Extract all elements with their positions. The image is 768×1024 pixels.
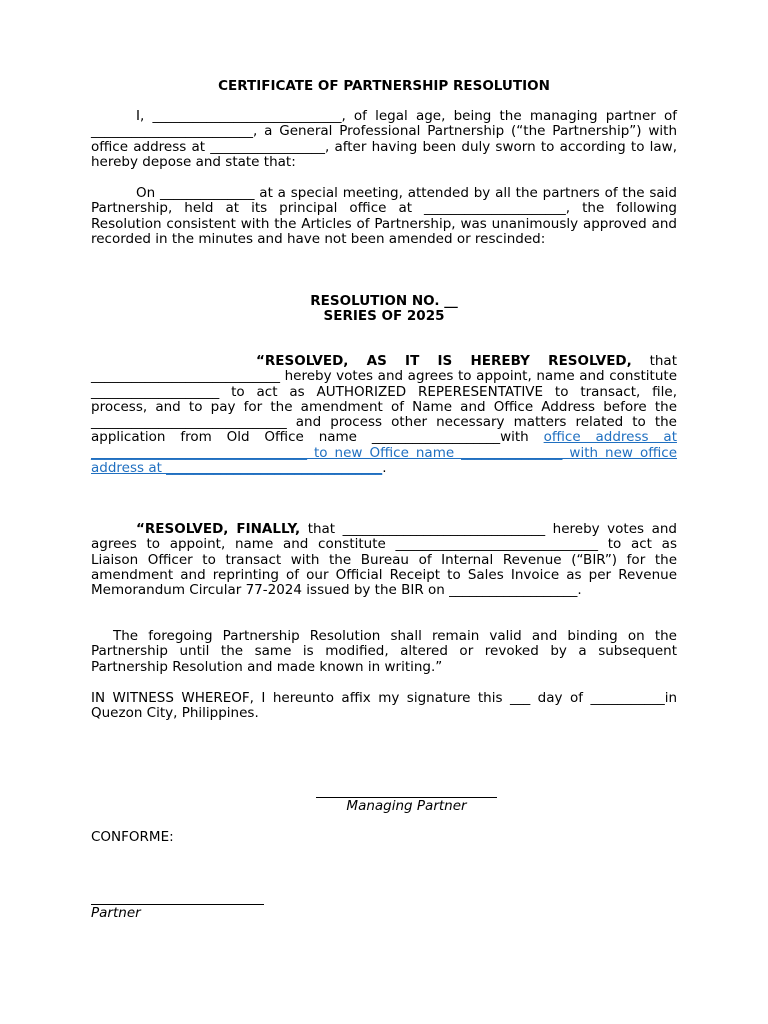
resolution-series: SERIES OF 2025 bbox=[323, 308, 445, 324]
document-title: CERTIFICATE OF PARTNERSHIP RESOLUTION bbox=[218, 78, 550, 94]
second-resolution-lead: “RESOLVED, FINALLY, bbox=[136, 521, 301, 537]
partner-label: Partner bbox=[91, 905, 141, 921]
resolution-number: RESOLUTION NO. __ bbox=[310, 293, 458, 309]
first-resolution bbox=[91, 354, 677, 476]
conforme-label: CONFORME: bbox=[91, 829, 174, 845]
first-resolution-end: . bbox=[382, 460, 387, 477]
first-resolution-text: that ____________________________ hereby votes and agrees to appoint, name and constitute ___________________ to act as AUTHORIZED REPERESENTATIVE to transact, file, process, and to pay for the amendment of Name and Office Address before the _____________________________ and process other necessary matters related to the application from Old Office name ___________________with bbox=[91, 353, 677, 446]
meeting-paragraph: On ______________ at a special meeting, attended by all the partners of the said Partnership, held at its principal office at _____________________, the following Resolution consistent with the Articles of Partnership, was unanimously approved and recorded in the minutes and have not been amended or rescinded: bbox=[91, 185, 677, 247]
validity-paragraph: The foregoing Partnership Resolution shall remain valid and binding on the Partnership until the same is modified, altered or revoked by a subsequent Partnership Resolution and made known in writing.” bbox=[91, 628, 677, 675]
second-resolution bbox=[91, 522, 677, 598]
opening-paragraph: I, ____________________________, of legal age, being the managing partner of ________________________, a General Professional Partnership (“the Partnership”) with office address at _________________, after having been duly sworn to according to law, hereby depose and state that: bbox=[91, 108, 677, 170]
office-address-link[interactable]: office address at ________________________________ to new Office name _______________ with new office address at ________________________________ bbox=[91, 429, 677, 477]
second-resolution-text: that ______________________________ hereby votes and agrees to appoint, name and constitute ______________________________ to act as Liaison Officer to transact with the Bureau of Internal Revenue (“BIR”) for the amendment and reprinting of our Official Receipt to Sales Invoice as per Revenue Memorandum Circular 77-2024 issued by the BIR on ___________________. bbox=[91, 521, 677, 599]
managing-partner-label: Managing Partner bbox=[346, 798, 467, 814]
witness-paragraph: IN WITNESS WHEREOF, I hereunto affix my signature this ___ day of ___________in Quezon City, Philippines. bbox=[91, 690, 677, 722]
first-resolution-lead: “RESOLVED, AS IT IS HEREBY RESOLVED, bbox=[256, 353, 632, 369]
